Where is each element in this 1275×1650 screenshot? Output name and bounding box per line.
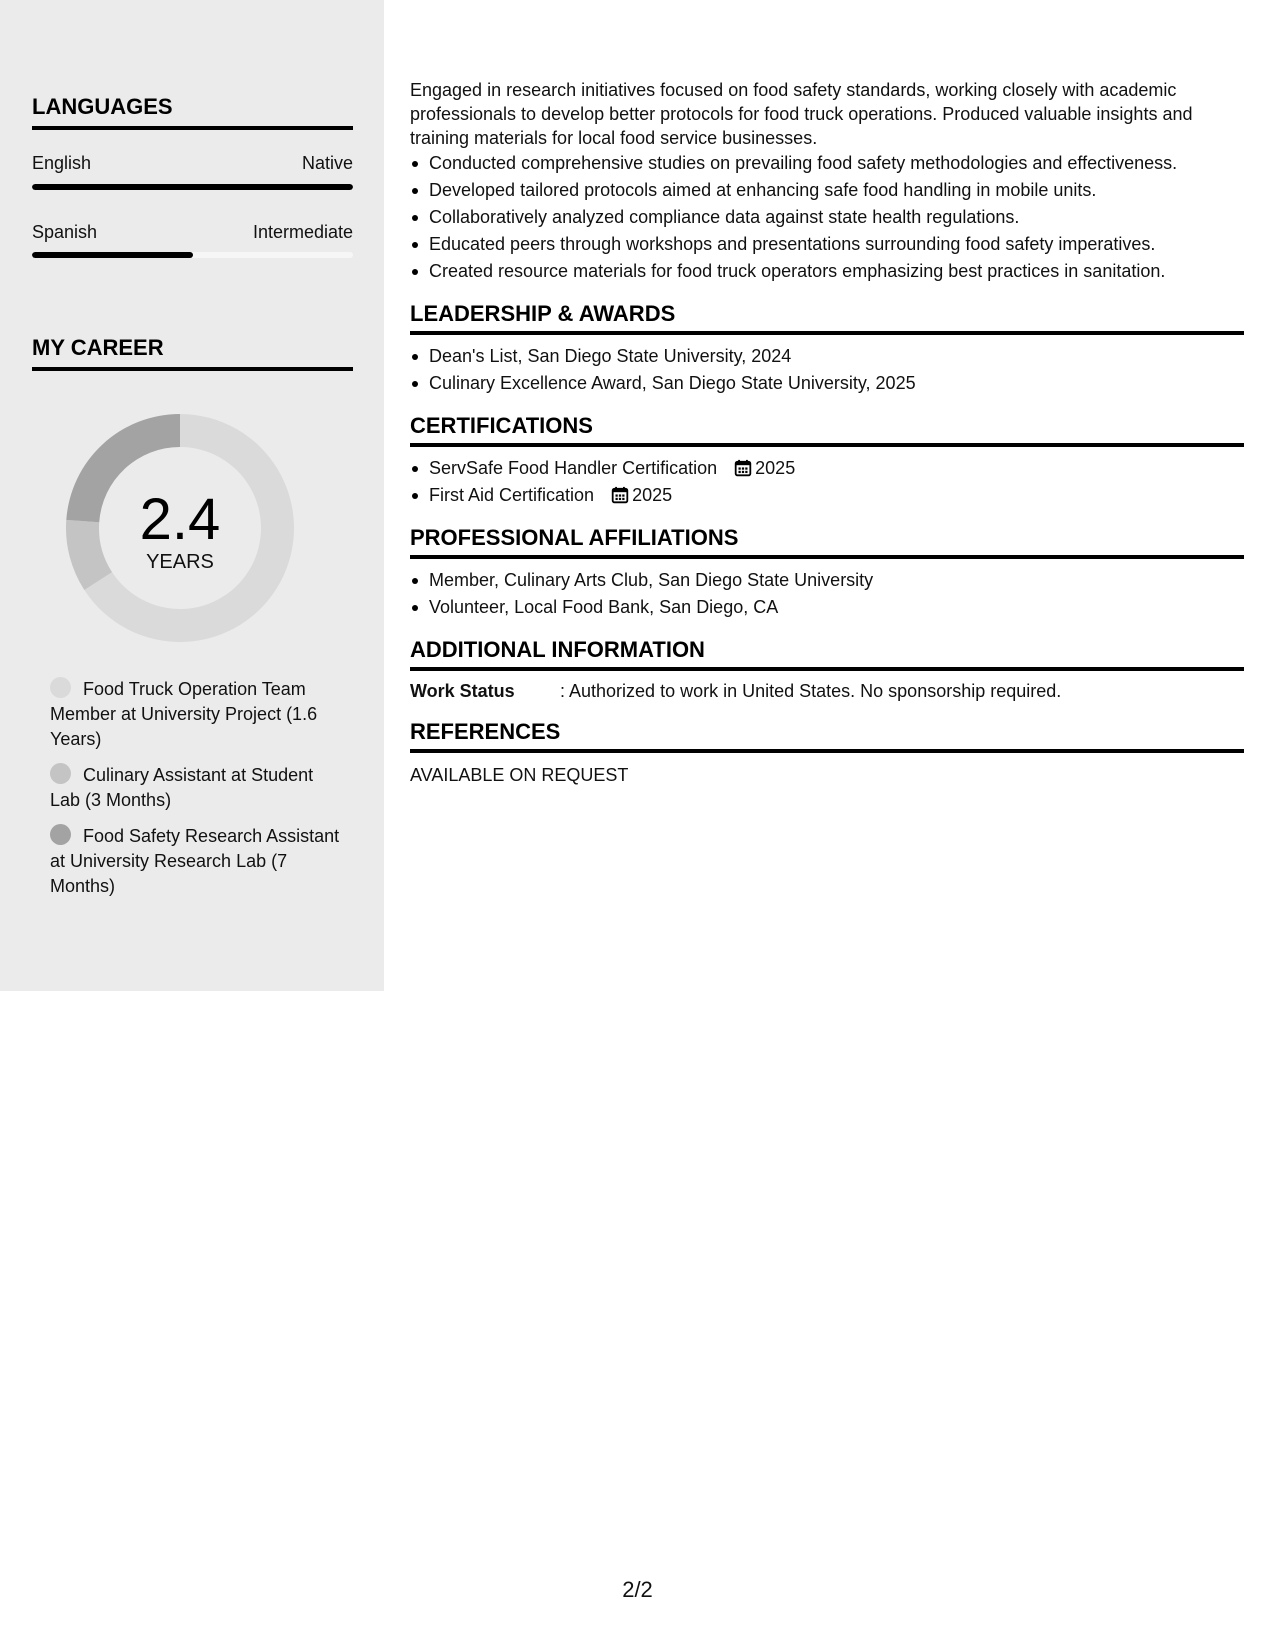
additional-info-heading: ADDITIONAL INFORMATION — [410, 637, 1244, 671]
references-heading: REFERENCES — [410, 719, 1244, 753]
language-bar-spanish — [32, 252, 353, 258]
leadership-list — [410, 343, 1244, 397]
list-item: Created resource materials for food truck operators emphasizing best practices in sanitation. — [410, 258, 1244, 285]
affiliations-heading: PROFESSIONAL AFFILIATIONS — [410, 525, 1244, 559]
language-row-spanish — [32, 221, 353, 243]
career-total-value: 2.4 — [139, 487, 221, 552]
certification-year: 2025 — [632, 485, 673, 505]
list-item: Culinary Excellence Award, San Diego State University, 2025 — [410, 370, 1244, 397]
career-legend-label: Food Safety Research Assistant at University Research Lab (7 Months) — [50, 826, 340, 896]
work-status-value: : Authorized to work in United States. No sponsorship required. — [560, 681, 1062, 701]
career-legend-item — [50, 677, 340, 752]
certifications-list — [410, 455, 1244, 509]
career-dot-icon — [50, 763, 71, 784]
list-item — [410, 455, 1244, 482]
list-item: Dean's List, San Diego State University, 2024 — [410, 343, 1244, 370]
main-content — [410, 78, 1244, 787]
language-level: Native — [301, 153, 353, 173]
calendar-icon — [611, 486, 629, 504]
list-item: Educated peers through workshops and presentations surrounding food safety imperatives. — [410, 231, 1244, 258]
language-row-english — [32, 152, 353, 174]
certifications-heading: CERTIFICATIONS — [410, 413, 1244, 447]
work-status-label: Work Status — [410, 681, 515, 701]
career-dot-icon — [50, 677, 71, 698]
certification-name: ServSafe Food Handler Certification — [429, 458, 718, 478]
sidebar — [0, 0, 384, 991]
career-legend-item — [50, 763, 340, 813]
calendar-icon — [734, 459, 752, 477]
career-legend-label: Food Truck Operation Team Member at University Project (1.6 Years) — [50, 679, 318, 749]
languages-heading: LANGUAGES — [32, 94, 353, 130]
list-item: Developed tailored protocols aimed at enhancing safe food handling in mobile units. — [410, 177, 1244, 204]
language-level: Intermediate — [252, 222, 353, 242]
certification-year: 2025 — [755, 458, 796, 478]
experience-bullets — [410, 150, 1244, 285]
list-item: Member, Culinary Arts Club, San Diego State University — [410, 567, 1244, 594]
experience-description: Engaged in research initiatives focused on food safety standards, working closely with academic professionals to develop better protocols for food truck operations. Produced valuable insights and training materials for local food service businesses. — [410, 80, 1193, 148]
career-heading: MY CAREER — [32, 335, 353, 371]
language-name: English — [32, 153, 92, 173]
leadership-heading: LEADERSHIP & AWARDS — [410, 301, 1244, 335]
list-item: Collaboratively analyzed compliance data against state health regulations. — [410, 204, 1244, 231]
work-status-row — [410, 679, 1244, 703]
language-bar-fill — [32, 184, 353, 190]
list-item — [410, 482, 1244, 509]
language-name: Spanish — [32, 222, 98, 242]
list-item: Conducted comprehensive studies on prevailing food safety methodologies and effectiveness. — [410, 150, 1244, 177]
list-item: Volunteer, Local Food Bank, San Diego, CA — [410, 594, 1244, 621]
career-total-unit: YEARS — [146, 551, 214, 573]
affiliations-list — [410, 567, 1244, 621]
career-dot-icon — [50, 824, 71, 845]
language-bar-fill — [32, 252, 193, 258]
page-number: 2/2 — [622, 1577, 653, 1602]
language-bar-english — [32, 184, 353, 190]
career-legend-label: Culinary Assistant at Student Lab (3 Months) — [50, 765, 314, 810]
career-legend-item — [50, 824, 340, 899]
career-legend — [50, 677, 340, 910]
certification-name: First Aid Certification — [429, 485, 595, 505]
references-text: AVAILABLE ON REQUEST — [410, 765, 629, 785]
